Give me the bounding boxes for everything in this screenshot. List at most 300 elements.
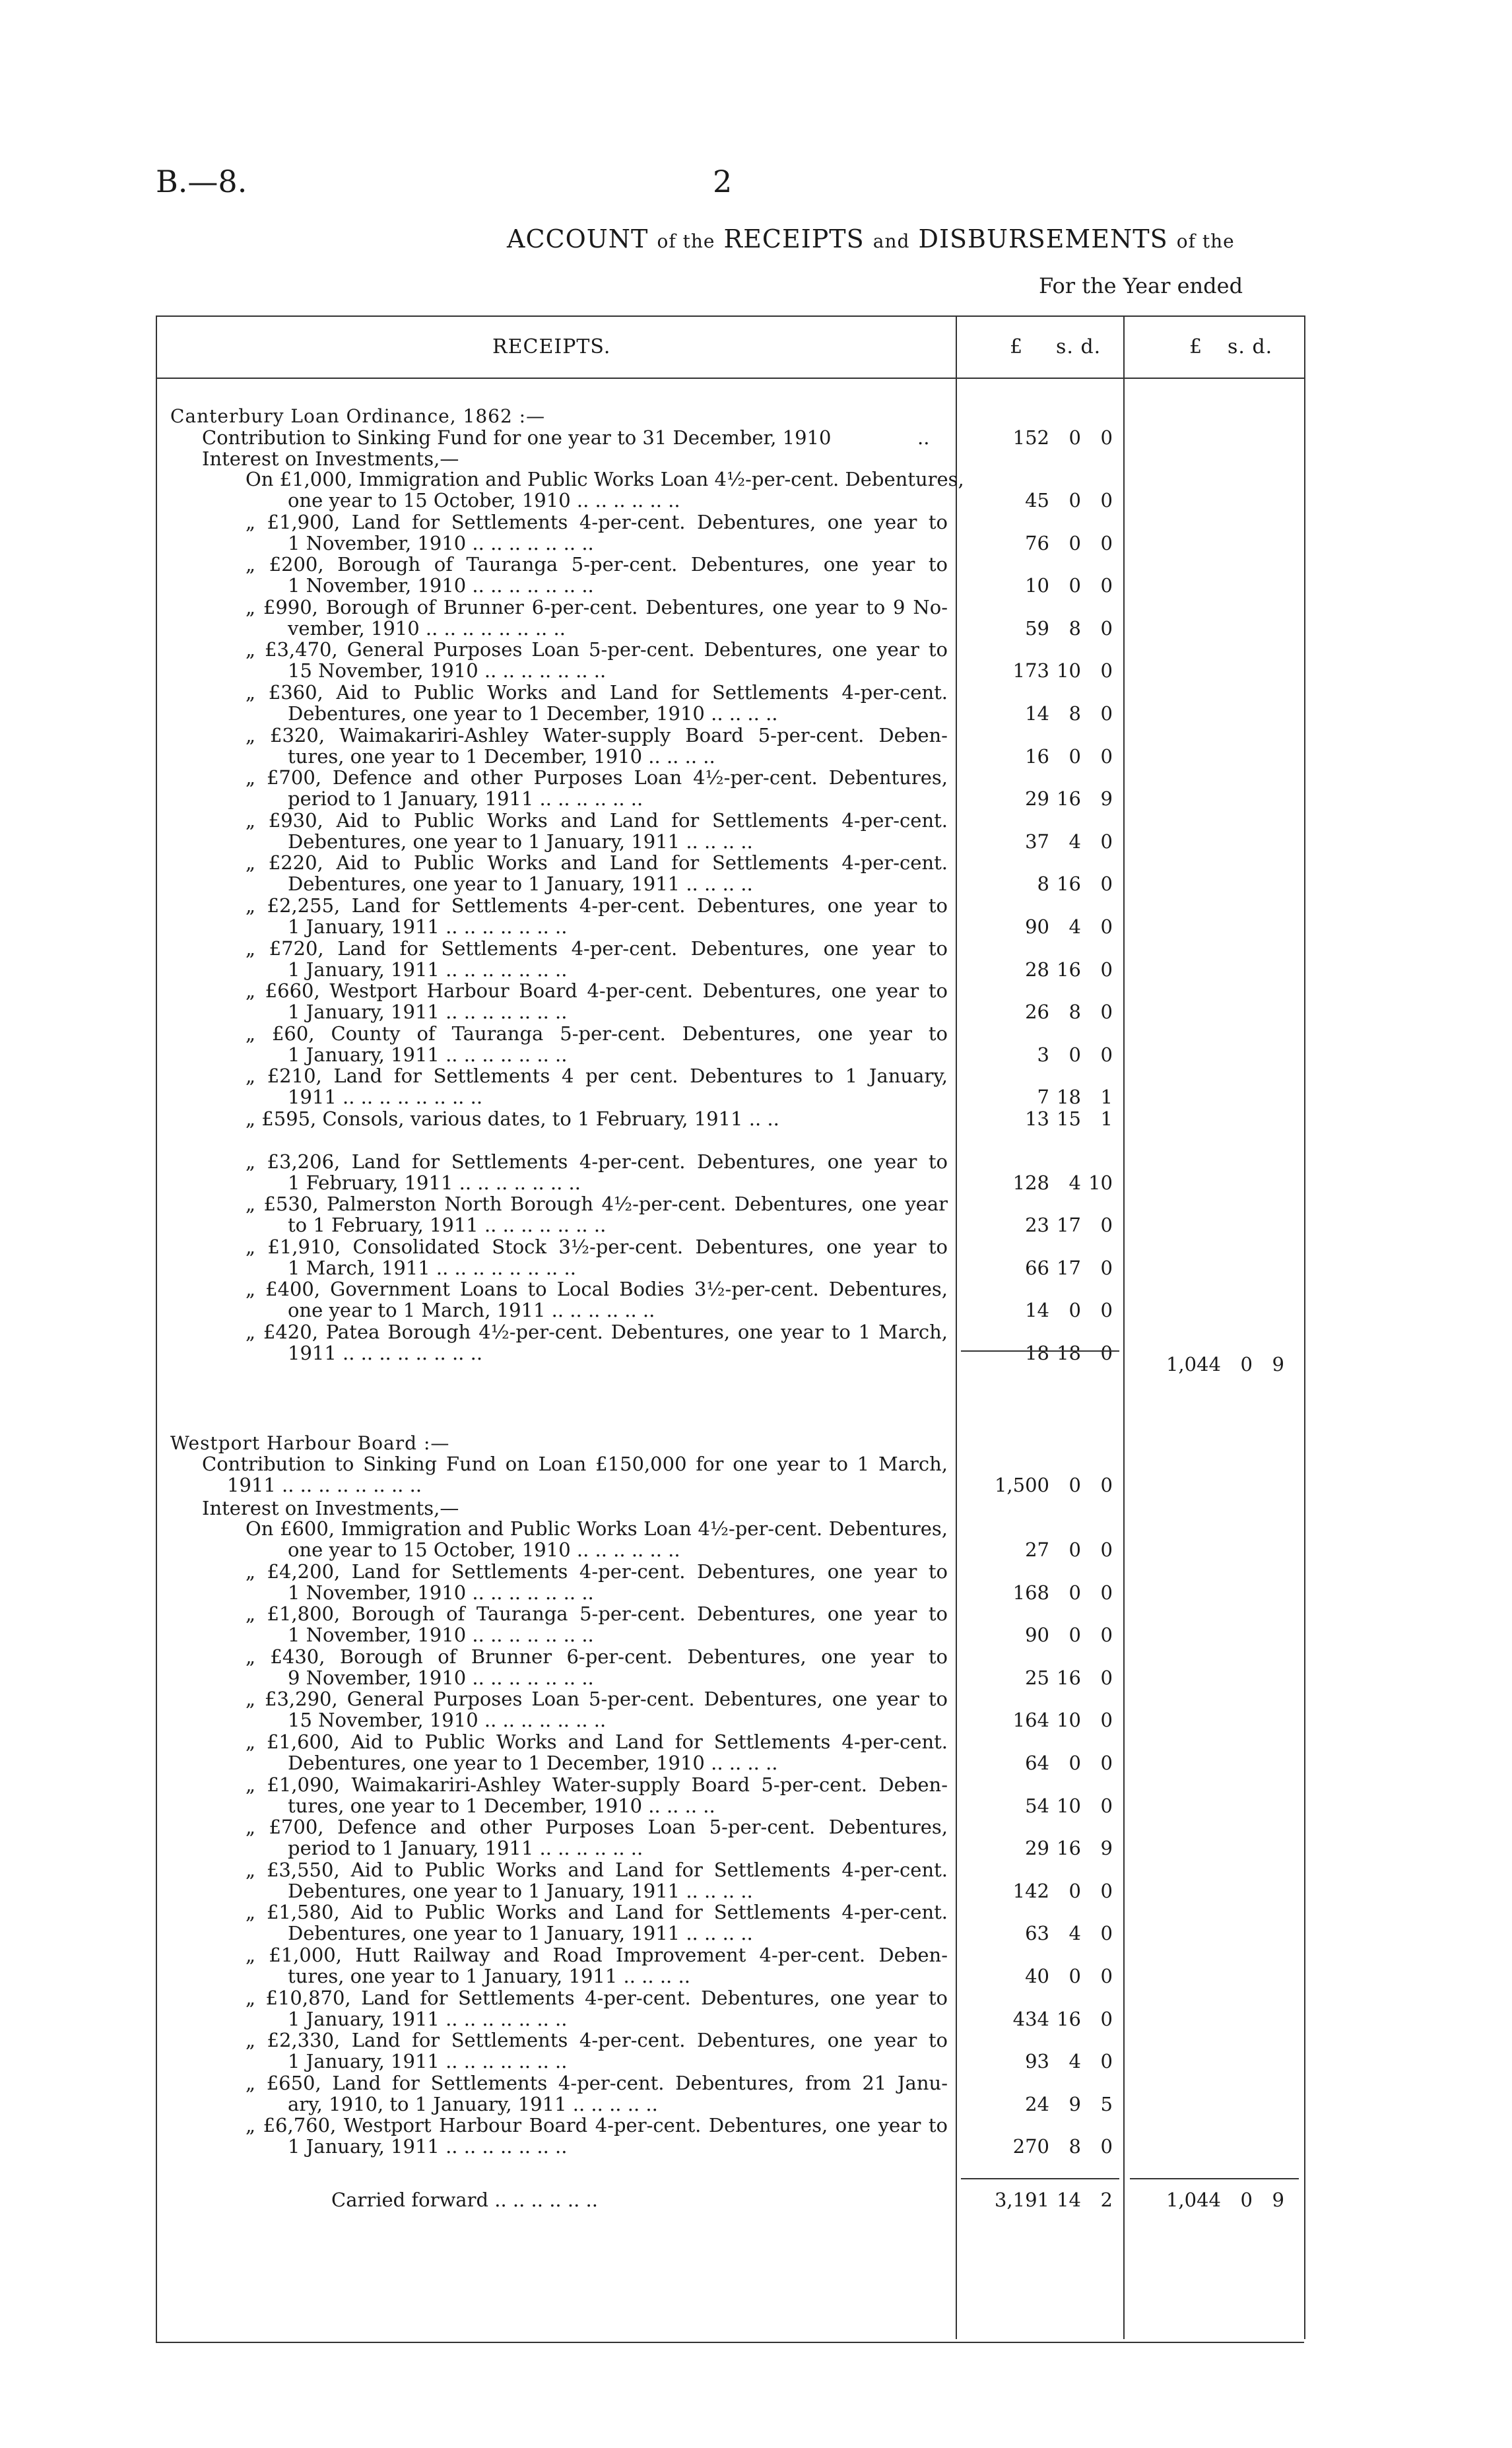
item-amount xyxy=(977,2008,1113,2030)
item-amount xyxy=(977,1582,1113,1603)
item-line-1: „ £4,200, Land for Settlements 4-per-cent. Debentures, one year to xyxy=(246,1560,948,1583)
amount-pence: 0 xyxy=(1100,531,1113,554)
item-amount xyxy=(977,746,1113,767)
list-item xyxy=(0,1902,1512,1944)
item-line-1: „ £595, Consols, various dates, to 1 February, 1911 .. .. xyxy=(246,1108,779,1130)
account-title xyxy=(507,224,1235,253)
amount-pence: 0 xyxy=(1100,2007,1113,2030)
title-word: and xyxy=(872,230,910,252)
item-amount xyxy=(977,1044,1113,1065)
header-sd-1: s. d. xyxy=(1056,335,1101,358)
item-amount xyxy=(977,1172,1113,1193)
list-item xyxy=(0,1774,1512,1816)
item-line-1: „ £660, Westport Harbour Board 4-per-cent. Debentures, one year to xyxy=(246,979,948,1003)
item-amount xyxy=(977,1923,1113,1944)
amount-shillings: 16 xyxy=(1057,2007,1081,2030)
item-line-2: 1 January, 1911 .. .. .. .. .. .. .. xyxy=(288,958,568,981)
amount-pence: 9 xyxy=(1272,1353,1284,1375)
item-line-1: „ £60, County of Tauranga 5-per-cent. Debentures, one year to xyxy=(246,1022,948,1045)
amount-pounds: 90 xyxy=(1025,1624,1049,1647)
amount-pounds: 128 xyxy=(1012,1171,1049,1194)
item-line-2: 1 March, 1911 .. .. .. .. .. .. .. .. xyxy=(288,1256,576,1279)
amount-pounds: 29 xyxy=(1025,1837,1049,1860)
amount-pounds: 59 xyxy=(1025,616,1049,640)
amount-shillings: 0 xyxy=(1068,1299,1081,1322)
section-heading-canterbury: Canterbury Loan Ordinance, 1862 :— xyxy=(170,405,546,427)
amount-shillings: 0 xyxy=(1068,1879,1081,1902)
item-line-2: Debentures, one year to 1 December, 1910 .. .. .. .. xyxy=(288,1752,778,1774)
amount-pence: 0 xyxy=(1100,744,1113,768)
item-line-1: „ £200, Borough of Tauranga 5-per-cent. Debentures, one year to xyxy=(246,553,948,576)
item-amount xyxy=(977,831,1113,852)
item-line-2: one year to 15 October, 1910 .. .. .. .. .. .. xyxy=(288,1538,680,1561)
list-item xyxy=(0,2072,1512,2115)
amount-pounds: 7 xyxy=(1037,1086,1049,1109)
item-line-2: 1 January, 1911 .. .. .. .. .. .. .. xyxy=(288,1001,568,1024)
item-line-1: „ £1,910, Consolidated Stock 3½-per-cent. Debentures, one year to xyxy=(246,1235,948,1258)
carried-forward-amount-2 xyxy=(1148,2189,1284,2211)
amount-shillings: 9 xyxy=(1068,2092,1081,2115)
item-line-2: 1 November, 1910 .. .. .. .. .. .. .. xyxy=(288,1581,594,1604)
amount-pence: 2 xyxy=(1100,2189,1113,2211)
amount-pounds: 434 xyxy=(1012,2007,1049,2030)
amount-shillings: 10 xyxy=(1057,659,1081,682)
item-amount xyxy=(977,703,1113,724)
amount-pounds: 18 xyxy=(1025,1342,1049,1364)
item-amount xyxy=(977,1667,1113,1688)
amount-pounds: 142 xyxy=(1012,1879,1049,1902)
header-pounds-2: £ xyxy=(1189,335,1203,358)
item-line-1: „ £1,000, Hutt Railway and Road Improvement 4-per-cent. Deben- xyxy=(246,1944,948,1966)
amount-pence: 0 xyxy=(1100,873,1113,896)
item-amount xyxy=(977,1880,1113,1902)
item-line-1: On £1,000, Immigration and Public Works Loan 4½-per-cent. Debentures, xyxy=(246,468,964,490)
amount-shillings: 0 xyxy=(1068,531,1081,554)
item-amount xyxy=(977,1539,1113,1560)
list-item xyxy=(0,1193,1512,1236)
item-line-2: period to 1 January, 1911 .. .. .. .. .. .. xyxy=(288,787,643,810)
amount-pence: 0 xyxy=(1100,659,1113,682)
item-line-2: 1911 .. .. .. .. .. .. .. .. xyxy=(288,1086,483,1109)
canterbury-contribution: Contribution to Sinking Fund for one year to 31 December, 1910 xyxy=(202,426,832,449)
item-line-2: Debentures, one year to 1 January, 1911 .. .. .. .. xyxy=(288,830,753,853)
item-line-2: tures, one year to 1 December, 1910 .. .. .. .. xyxy=(288,1794,715,1817)
amount-pounds: 28 xyxy=(1025,958,1049,981)
item-line-2: 9 November, 1910 .. .. .. .. .. .. .. xyxy=(288,1666,594,1689)
amount-shillings: 0 xyxy=(1068,744,1081,768)
amount-pence: 1 xyxy=(1100,1108,1113,1130)
item-line-2: one year to 15 October, 1910 .. .. .. .. .. .. xyxy=(288,489,680,512)
item-line-2: to 1 February, 1911 .. .. .. .. .. .. .. xyxy=(288,1214,607,1237)
amount-pounds: 8 xyxy=(1037,873,1049,896)
amount-pence: 0 xyxy=(1100,1794,1113,1817)
amount-pence: 0 xyxy=(1100,426,1113,449)
item-line-1: „ £530, Palmerston North Borough 4½-per-cent. Debentures, one year xyxy=(246,1193,948,1216)
item-line-2: Debentures, one year to 1 January, 1911 .. .. .. .. xyxy=(288,1879,753,1902)
amount-shillings: 0 xyxy=(1068,574,1081,597)
amount-pence: 0 xyxy=(1100,2135,1113,2158)
amount-pounds: 1,044 xyxy=(1166,1353,1221,1375)
list-item xyxy=(0,1236,1512,1278)
item-line-1: „ £360, Aid to Public Works and Land for Settlements 4-per-cent. xyxy=(246,681,948,704)
list-item xyxy=(0,1065,1512,1108)
item-line-1: „ £3,290, General Purposes Loan 5-per-cent. Debentures, one year to xyxy=(246,1688,948,1711)
amount-pounds: 14 xyxy=(1025,1299,1049,1322)
amount-shillings: 0 xyxy=(1068,1624,1081,1647)
item-amount xyxy=(977,1086,1113,1108)
amount-pence: 0 xyxy=(1100,1581,1113,1604)
amount-pence: 5 xyxy=(1100,2092,1113,2115)
amount-pence: 0 xyxy=(1100,1299,1113,1322)
item-amount xyxy=(977,618,1113,639)
item-amount xyxy=(977,660,1113,681)
amount-shillings: 0 xyxy=(1240,1353,1253,1375)
amount-pence: 9 xyxy=(1100,1837,1113,1860)
amount-pence: 0 xyxy=(1100,1709,1113,1732)
amount-shillings: 0 xyxy=(1068,1043,1081,1066)
item-amount xyxy=(977,2136,1113,2157)
item-line-2: Debentures, one year to 1 January, 1911 .. .. .. .. xyxy=(288,1922,753,1945)
amount-pounds: 270 xyxy=(1012,2135,1049,2158)
section-heading-westport: Westport Harbour Board :— xyxy=(170,1432,450,1454)
item-line-1: „ £430, Borough of Brunner 6-per-cent. Debentures, one year to xyxy=(246,1645,948,1668)
item-line-2: 1 January, 1911 .. .. .. .. .. .. .. xyxy=(288,915,568,938)
amount-pence: 0 xyxy=(1100,1214,1113,1237)
item-amount xyxy=(977,490,1113,511)
item-amount xyxy=(977,1966,1113,1987)
list-item xyxy=(0,895,1512,937)
amount-pounds: 16 xyxy=(1025,744,1049,768)
amount-pence: 0 xyxy=(1100,915,1113,938)
amount-pence: 0 xyxy=(1100,1965,1113,1987)
item-amount xyxy=(977,1214,1113,1236)
item-line-2: 1 November, 1910 .. .. .. .. .. .. .. xyxy=(288,1624,594,1647)
list-item xyxy=(0,1321,1512,1364)
amount-shillings: 8 xyxy=(1068,2135,1081,2158)
item-line-1: „ £320, Waimakariri-Ashley Water-supply Board 5-per-cent. Deben- xyxy=(246,723,948,746)
amount-pounds: 25 xyxy=(1025,1666,1049,1689)
item-line-2: 15 November, 1910 .. .. .. .. .. .. .. xyxy=(288,659,607,682)
item-line-1: „ £1,800, Borough of Tauranga 5-per-cent. Debentures, one year to xyxy=(246,1603,948,1626)
amount-pounds: 23 xyxy=(1025,1214,1049,1237)
item-amount xyxy=(977,1709,1113,1731)
list-item xyxy=(0,1561,1512,1603)
amount-pounds: 45 xyxy=(1025,489,1049,512)
list-item xyxy=(0,1603,1512,1645)
item-line-2: tures, one year to 1 January, 1911 .. .. .. .. xyxy=(288,1965,690,1987)
list-item xyxy=(0,725,1512,767)
header-pounds-1: £ xyxy=(1010,335,1024,358)
amount-pence: 0 xyxy=(1100,1879,1113,1902)
amount-shillings: 16 xyxy=(1057,787,1081,810)
item-amount xyxy=(977,1752,1113,1773)
amount-pence: 9 xyxy=(1100,787,1113,810)
amount-pounds: 63 xyxy=(1025,1922,1049,1945)
item-amount xyxy=(977,916,1113,937)
amount-pounds: 1,044 xyxy=(1166,2189,1221,2211)
item-line-1: „ £700, Defence and other Purposes Loan 5-per-cent. Debentures, xyxy=(246,1816,948,1839)
item-amount xyxy=(977,788,1113,809)
amount-pounds: 64 xyxy=(1025,1752,1049,1774)
item-line-2: 1 January, 1911 .. .. .. .. .. .. .. xyxy=(288,2050,568,2073)
item-amount xyxy=(977,1342,1113,1364)
amount-pence: 0 xyxy=(1100,1666,1113,1689)
item-line-1: „ £2,330, Land for Settlements 4-per-cent. Debentures, one year to xyxy=(246,2029,948,2052)
amount-shillings: 4 xyxy=(1068,2050,1081,2073)
item-line-2: period to 1 January, 1911 .. .. .. .. .. .. xyxy=(288,1837,643,1860)
list-item xyxy=(0,682,1512,724)
item-line-1: „ £2,255, Land for Settlements 4-per-cent. Debentures, one year to xyxy=(246,894,948,917)
title-word: ACCOUNT xyxy=(507,224,649,253)
amount-pence: 0 xyxy=(1100,1342,1113,1364)
item-line-1: „ £1,580, Aid to Public Works and Land for Settlements 4-per-cent. xyxy=(246,1901,948,1924)
item-amount xyxy=(977,1624,1113,1645)
westport-contribution-amount xyxy=(977,1474,1113,1496)
amount-pounds: 164 xyxy=(1012,1709,1049,1732)
item-line-2: Debentures, one year to 1 December, 1910 .. .. .. .. xyxy=(288,702,778,725)
item-line-1: „ £420, Patea Borough 4½-per-cent. Debentures, one year to 1 March, xyxy=(246,1321,948,1343)
amount-pounds: 168 xyxy=(1012,1581,1049,1604)
item-amount xyxy=(977,533,1113,554)
title-word: of the xyxy=(1176,230,1235,252)
item-amount xyxy=(977,2094,1113,2115)
carried-forward-rule-1 xyxy=(961,2178,1119,2179)
amount-shillings: 4 xyxy=(1068,915,1081,938)
list-item xyxy=(0,980,1512,1022)
title-word: of the xyxy=(657,230,715,252)
item-line-2: vember, 1910 .. .. .. .. .. .. .. .. xyxy=(288,616,566,640)
amount-pence: 0 xyxy=(1100,830,1113,853)
canterbury-contribution-dots: .. xyxy=(917,426,930,449)
amount-shillings: 16 xyxy=(1057,1666,1081,1689)
amount-pounds: 173 xyxy=(1012,659,1049,682)
amount-shillings: 17 xyxy=(1057,1214,1081,1237)
item-line-1: „ £220, Aid to Public Works and Land for Settlements 4-per-cent. xyxy=(246,851,948,875)
amount-pence: 0 xyxy=(1100,702,1113,725)
item-line-2: 1 November, 1910 .. .. .. .. .. .. .. xyxy=(288,574,594,597)
amount-pounds: 66 xyxy=(1025,1256,1049,1279)
amount-pence: 0 xyxy=(1100,489,1113,512)
list-item xyxy=(0,938,1512,980)
amount-pounds: 3,191 xyxy=(994,2189,1049,2211)
amount-pounds: 76 xyxy=(1025,531,1049,554)
amount-shillings: 14 xyxy=(1057,2189,1081,2211)
list-item xyxy=(0,1731,1512,1773)
canterbury-interest-heading: Interest on Investments,— xyxy=(202,447,459,470)
item-line-2: 1 February, 1911 .. .. .. .. .. .. .. xyxy=(288,1171,581,1194)
amount-shillings: 8 xyxy=(1068,1001,1081,1024)
amount-pence: 0 xyxy=(1100,1752,1113,1774)
item-line-2: 1 November, 1910 .. .. .. .. .. .. .. xyxy=(288,531,594,554)
item-amount xyxy=(977,1108,1113,1129)
item-amount xyxy=(977,1837,1113,1859)
item-line-1: „ £10,870, Land for Settlements 4-per-cent. Debentures, one year to xyxy=(246,1986,948,2009)
amount-pounds: 90 xyxy=(1025,915,1049,938)
list-item xyxy=(0,1944,1512,1987)
amount-shillings: 15 xyxy=(1057,1108,1081,1130)
amount-shillings: 8 xyxy=(1068,702,1081,725)
amount-shillings: 0 xyxy=(1240,2189,1253,2211)
item-line-2: 1 January, 1911 .. .. .. .. .. .. .. xyxy=(288,2007,568,2030)
amount-pence: 0 xyxy=(1100,2050,1113,2073)
item-amount xyxy=(977,575,1113,596)
list-item xyxy=(0,639,1512,681)
item-line-2: 1 January, 1911 .. .. .. .. .. .. .. xyxy=(288,1043,568,1066)
amount-pounds: 37 xyxy=(1025,830,1049,853)
amount-pence: 0 xyxy=(1100,1001,1113,1024)
list-item xyxy=(0,767,1512,809)
amount-pounds: 14 xyxy=(1025,702,1049,725)
amount-pence: 9 xyxy=(1272,2189,1284,2211)
amount-shillings: 10 xyxy=(1057,1709,1081,1732)
header-receipts: RECEIPTS. xyxy=(492,335,611,358)
amount-pence: 0 xyxy=(1100,1538,1113,1561)
account-subtitle xyxy=(1039,273,1243,298)
item-amount xyxy=(977,1257,1113,1278)
list-item xyxy=(0,1278,1512,1321)
list-item xyxy=(0,852,1512,894)
item-line-1: „ £930, Aid to Public Works and Land for Settlements 4-per-cent. xyxy=(246,809,948,832)
amount-pounds: 26 xyxy=(1025,1001,1049,1024)
list-item xyxy=(0,512,1512,554)
item-line-1: „ £720, Land for Settlements 4-per-cent. Debentures, one year to xyxy=(246,937,948,960)
item-line-1: „ £400, Government Loans to Local Bodies 3½-per-cent. Debentures, xyxy=(246,1278,948,1301)
item-line-2: 15 November, 1910 .. .. .. .. .. .. .. xyxy=(288,1709,607,1732)
item-line-1: „ £700, Defence and other Purposes Loan 4½-per-cent. Debentures, xyxy=(246,766,948,789)
amount-pence: 0 xyxy=(1100,616,1113,640)
amount-pounds: 13 xyxy=(1025,1108,1049,1130)
list-item xyxy=(0,554,1512,596)
amount-shillings: 0 xyxy=(1068,426,1081,449)
item-line-2: ary, 1910, to 1 January, 1911 .. .. .. .. .. xyxy=(288,2092,658,2115)
list-item xyxy=(0,1859,1512,1902)
amount-shillings: 18 xyxy=(1057,1086,1081,1109)
list-item xyxy=(0,1151,1512,1193)
item-line-1: „ £6,760, Westport Harbour Board 4-per-cent. Debentures, one year to xyxy=(246,2114,948,2137)
item-line-2: one year to 1 March, 1911 .. .. .. .. .. .. xyxy=(288,1299,655,1322)
amount-pounds: 10 xyxy=(1025,574,1049,597)
amount-shillings: 0 xyxy=(1068,489,1081,512)
item-amount xyxy=(977,959,1113,980)
amount-pounds: 54 xyxy=(1025,1794,1049,1817)
list-item xyxy=(0,810,1512,852)
table-top-rule xyxy=(156,315,1304,317)
amount-pence: 0 xyxy=(1100,574,1113,597)
item-amount xyxy=(977,1795,1113,1816)
item-line-2: Debentures, one year to 1 January, 1911 .. .. .. .. xyxy=(288,873,753,896)
amount-pence: 0 xyxy=(1100,1256,1113,1279)
amount-pounds: 1,500 xyxy=(994,1474,1049,1496)
amount-pounds: 93 xyxy=(1025,2050,1049,2073)
carried-forward-amount-1 xyxy=(977,2189,1113,2211)
amount-shillings: 4 xyxy=(1068,1171,1081,1194)
item-line-2: 1911 .. .. .. .. .. .. .. .. xyxy=(288,1342,483,1364)
item-line-1: „ £1,900, Land for Settlements 4-per-cent. Debentures, one year to xyxy=(246,510,948,533)
amount-pence: 0 xyxy=(1100,958,1113,981)
list-item xyxy=(0,2030,1512,2072)
amount-pounds: 24 xyxy=(1025,2092,1049,2115)
amount-shillings: 17 xyxy=(1057,1256,1081,1279)
item-amount xyxy=(977,873,1113,894)
canterbury-contribution-amount xyxy=(977,426,1113,449)
list-item xyxy=(0,597,1512,639)
list-item xyxy=(0,1816,1512,1859)
westport-interest-heading: Interest on Investments,— xyxy=(202,1497,459,1519)
amount-shillings: 16 xyxy=(1057,873,1081,896)
list-item xyxy=(0,1108,1512,1150)
item-line-1: „ £3,206, Land for Settlements 4-per-cent. Debentures, one year to xyxy=(246,1150,948,1173)
item-amount xyxy=(977,1001,1113,1022)
item-line-1: On £600, Immigration and Public Works Loan 4½-per-cent. Debentures, xyxy=(246,1517,948,1540)
westport-contribution xyxy=(0,1453,1512,1496)
amount-shillings: 0 xyxy=(1068,1581,1081,1604)
list-item xyxy=(0,1987,1512,2030)
list-item xyxy=(0,1646,1512,1688)
amount-shillings: 16 xyxy=(1057,958,1081,981)
header-sd-2: s. d. xyxy=(1228,335,1273,358)
subtitle-text: For the Year ended xyxy=(1039,273,1243,298)
item-amount xyxy=(977,2051,1113,2072)
item-line-1: „ £990, Borough of Brunner 6-per-cent. Debentures, one year to 9 No- xyxy=(246,595,948,618)
amount-pence: 0 xyxy=(1100,1922,1113,1945)
title-word: RECEIPTS xyxy=(723,224,865,253)
amount-shillings: 0 xyxy=(1068,1538,1081,1561)
amount-shillings: 16 xyxy=(1057,1837,1081,1860)
amount-shillings: 8 xyxy=(1068,616,1081,640)
amount-pence: 10 xyxy=(1088,1171,1113,1194)
item-line-1: „ £1,600, Aid to Public Works and Land for Settlements 4-per-cent. xyxy=(246,1731,948,1753)
item-line-1: „ £210, Land for Settlements 4 per cent. Debentures to 1 January, xyxy=(246,1065,948,1088)
amount-shillings: 0 xyxy=(1068,1474,1081,1496)
item-line-2: tures, one year to 1 December, 1910 .. .. .. .. xyxy=(288,744,715,768)
amount-shillings: 4 xyxy=(1068,1922,1081,1945)
contribution-line-2: 1911 .. .. .. .. .. .. .. .. xyxy=(227,1474,422,1496)
canterbury-total-rule xyxy=(961,1350,1119,1352)
amount-shillings: 18 xyxy=(1057,1342,1081,1364)
page-ref: B.—8. xyxy=(156,164,247,199)
item-amount xyxy=(977,1300,1113,1321)
amount-pence: 0 xyxy=(1100,1624,1113,1647)
amount-shillings: 0 xyxy=(1068,1752,1081,1774)
amount-shillings: 10 xyxy=(1057,1794,1081,1817)
item-line-1: „ £1,090, Waimakariri-Ashley Water-supply Board 5-per-cent. Deben- xyxy=(246,1773,948,1796)
amount-pounds: 40 xyxy=(1025,1965,1049,1987)
amount-pounds: 27 xyxy=(1025,1538,1049,1561)
carried-forward-label: Carried forward .. .. .. .. .. .. xyxy=(331,2189,598,2211)
item-line-2: 1 January, 1911 .. .. .. .. .. .. .. xyxy=(288,2135,568,2158)
item-line-1: „ £650, Land for Settlements 4-per-cent. Debentures, from 21 Janu- xyxy=(246,2071,948,2094)
item-line-1: „ £3,470, General Purposes Loan 5-per-cent. Debentures, one year to xyxy=(246,638,948,661)
amount-pounds: 3 xyxy=(1037,1043,1049,1066)
canterbury-total xyxy=(1148,1353,1284,1375)
amount-pounds: 152 xyxy=(1012,426,1049,449)
bottom-rule xyxy=(156,2342,1304,2343)
amount-pounds: 29 xyxy=(1025,787,1049,810)
item-line-1: „ £3,550, Aid to Public Works and Land for Settlements 4-per-cent. xyxy=(246,1858,948,1881)
list-item xyxy=(0,1518,1512,1560)
list-item xyxy=(0,469,1512,511)
page-number: 2 xyxy=(713,164,733,199)
header-rule xyxy=(156,378,1304,379)
list-item xyxy=(0,1688,1512,1731)
title-word: DISBURSEMENTS xyxy=(918,224,1168,253)
amount-shillings: 0 xyxy=(1068,1965,1081,1987)
list-item xyxy=(0,2115,1512,2157)
list-item xyxy=(0,1023,1512,1065)
amount-shillings: 4 xyxy=(1068,830,1081,853)
carried-forward-rule-2 xyxy=(1130,2178,1299,2179)
contribution-line-1: Contribution to Sinking Fund on Loan £150,000 for one year to 1 March, xyxy=(202,1453,948,1475)
